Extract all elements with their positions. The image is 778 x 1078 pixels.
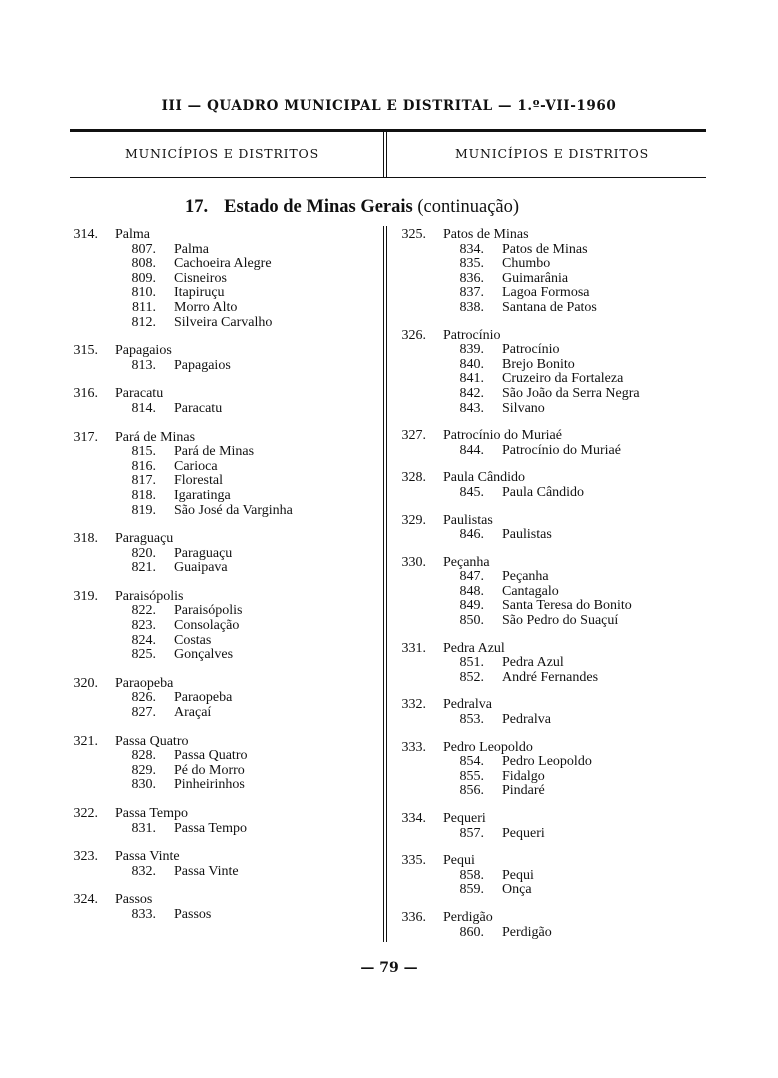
district-name: Onça xyxy=(502,882,532,898)
municipality-line xyxy=(396,698,716,713)
district-name: Igaratinga xyxy=(174,487,231,503)
district-number: 830. xyxy=(131,777,156,793)
district-number: 838. xyxy=(459,299,484,315)
district-line xyxy=(68,272,368,287)
left-municipality-column xyxy=(68,228,368,937)
municipality-line xyxy=(396,471,716,486)
municipality-name: Pedra Azul xyxy=(443,640,505,656)
district-number: 853. xyxy=(459,712,484,728)
municipality-number: 315. xyxy=(73,343,98,359)
district-line xyxy=(68,691,368,706)
district-number: 841. xyxy=(459,371,484,387)
municipality-entry xyxy=(396,471,716,500)
district-line xyxy=(396,770,716,785)
district-number: 812. xyxy=(131,314,156,330)
district-line xyxy=(68,316,368,331)
municipality-number: 334. xyxy=(401,811,426,826)
municipality-number: 329. xyxy=(401,512,426,528)
district-name: Gonçalves xyxy=(174,647,234,663)
municipality-line xyxy=(68,850,368,865)
district-line xyxy=(396,656,716,671)
district-name: Paraisópolis xyxy=(174,603,243,619)
district-number: 807. xyxy=(131,241,156,257)
municipality-line xyxy=(68,677,368,692)
municipality-entry xyxy=(68,228,368,330)
district-name: André Fernandes xyxy=(502,669,599,685)
district-line xyxy=(68,822,368,837)
district-number: 818. xyxy=(131,487,156,503)
municipality-entry xyxy=(396,698,716,727)
municipality-number: 333. xyxy=(401,739,426,755)
municipality-line xyxy=(68,735,368,750)
municipality-number: 325. xyxy=(401,227,426,242)
district-number: 827. xyxy=(131,705,156,721)
district-name: Costas xyxy=(174,632,212,648)
district-name: Pedra Azul xyxy=(502,655,564,671)
district-line xyxy=(68,257,368,272)
district-line xyxy=(68,648,368,663)
municipality-name: Pará de Minas xyxy=(115,429,196,445)
municipality-line xyxy=(396,642,716,657)
district-number: 851. xyxy=(459,655,484,671)
district-line xyxy=(396,585,716,600)
district-name: Passos xyxy=(174,906,212,922)
district-name: Cachoeira Alegre xyxy=(174,256,272,272)
district-line xyxy=(68,619,368,634)
district-number: 829. xyxy=(131,762,156,778)
municipality-line xyxy=(396,514,716,529)
municipality-name: Perdigão xyxy=(443,909,493,925)
column-divider-left xyxy=(383,132,384,178)
district-line xyxy=(396,272,716,287)
district-number: 831. xyxy=(131,820,156,836)
municipality-name: Paulistas xyxy=(443,512,493,528)
district-name: Pindaré xyxy=(502,783,545,799)
district-number: 821. xyxy=(131,560,156,576)
district-name: Pé do Morro xyxy=(174,762,245,778)
district-number: 856. xyxy=(459,783,484,799)
district-name: Patrocínio xyxy=(502,342,560,358)
municipality-name: Paraguaçu xyxy=(115,531,174,547)
district-number: 847. xyxy=(459,569,484,585)
district-line xyxy=(68,489,368,504)
municipality-entry xyxy=(396,741,716,799)
district-number: 849. xyxy=(459,598,484,614)
district-line xyxy=(68,749,368,764)
district-line xyxy=(396,869,716,884)
district-line xyxy=(396,784,716,799)
municipality-number: 332. xyxy=(401,697,426,713)
district-name: Santa Teresa do Bonito xyxy=(502,598,632,614)
district-number: 848. xyxy=(459,583,484,599)
district-line xyxy=(396,301,716,316)
municipality-name: Patrocínio xyxy=(443,327,501,343)
district-line xyxy=(396,883,716,898)
district-line xyxy=(68,604,368,619)
district-line xyxy=(68,359,368,374)
district-line xyxy=(68,706,368,721)
body-divider-right xyxy=(386,226,387,942)
district-name: Pinheirinhos xyxy=(174,777,245,793)
district-number: 860. xyxy=(459,924,484,940)
district-line xyxy=(68,474,368,489)
district-line xyxy=(396,755,716,770)
district-line xyxy=(396,671,716,686)
district-name: Pedro Leopoldo xyxy=(502,754,592,770)
district-number: 833. xyxy=(131,906,156,922)
municipality-number: 316. xyxy=(73,386,98,402)
municipality-line xyxy=(68,431,368,446)
district-number: 842. xyxy=(459,385,484,401)
district-name: Guaipava xyxy=(174,560,228,576)
district-line xyxy=(396,243,716,258)
municipality-line xyxy=(68,532,368,547)
district-line xyxy=(68,301,368,316)
district-number: 828. xyxy=(131,748,156,764)
district-name: Consolação xyxy=(174,618,240,634)
district-number: 811. xyxy=(132,299,156,315)
district-name: São José da Varginha xyxy=(174,502,293,518)
right-municipality-column xyxy=(396,228,716,953)
district-name: Silveira Carvalho xyxy=(174,314,273,330)
district-line xyxy=(396,358,716,373)
municipality-line xyxy=(68,893,368,908)
municipality-number: 326. xyxy=(401,327,426,343)
district-name: Cruzeiro da Fortaleza xyxy=(502,371,624,387)
district-number: 822. xyxy=(131,603,156,619)
district-name: Cantagalo xyxy=(502,583,559,599)
district-line xyxy=(68,634,368,649)
district-name: Lagoa Formosa xyxy=(502,285,590,301)
page-header-title: III — QUADRO MUNICIPAL E DISTRITAL — 1.º-VII-1960 xyxy=(161,98,617,114)
district-line xyxy=(396,486,716,501)
district-number: 850. xyxy=(459,613,484,629)
municipality-name: Passa Quatro xyxy=(115,733,189,749)
district-number: 824. xyxy=(131,632,156,648)
district-number: 815. xyxy=(131,444,156,460)
municipality-name: Papagaios xyxy=(115,343,172,359)
district-name: Guimarânia xyxy=(502,270,569,286)
district-line xyxy=(396,387,716,402)
district-line xyxy=(68,243,368,258)
district-name: Fidalgo xyxy=(502,768,545,784)
municipality-line xyxy=(396,911,716,926)
header-top-rule xyxy=(70,129,706,132)
district-line xyxy=(396,827,716,842)
district-number: 859. xyxy=(459,882,484,898)
municipality-name: Paracatu xyxy=(115,386,164,402)
municipality-entry xyxy=(68,677,368,721)
district-number: 858. xyxy=(459,867,484,883)
district-name: Florestal xyxy=(174,473,223,489)
municipality-entry xyxy=(68,735,368,793)
municipality-entry xyxy=(396,812,716,841)
district-name: São João da Serra Negra xyxy=(502,385,640,401)
municipality-number: 322. xyxy=(73,806,98,821)
district-number: 832. xyxy=(131,863,156,879)
municipality-number: 319. xyxy=(73,588,98,604)
district-name: Pequeri xyxy=(502,825,545,841)
municipality-name: Peçanha xyxy=(443,554,490,570)
section-number: 17. xyxy=(185,197,209,217)
municipality-line xyxy=(68,807,368,822)
municipality-entry xyxy=(68,344,368,373)
left-column-heading: MUNICÍPIOS E DISTRITOS xyxy=(125,146,319,161)
district-name: São Pedro do Suaçuí xyxy=(502,613,619,629)
district-number: 820. xyxy=(131,545,156,561)
district-number: 840. xyxy=(459,356,484,372)
municipality-entry xyxy=(396,642,716,686)
district-line xyxy=(396,614,716,629)
municipality-name: Paula Cândido xyxy=(443,470,526,486)
municipality-name: Palma xyxy=(115,227,150,242)
district-name: Papagaios xyxy=(174,357,231,373)
district-line xyxy=(68,460,368,475)
municipality-number: 314. xyxy=(73,227,98,242)
district-name: Perdigão xyxy=(502,924,552,940)
district-number: 839. xyxy=(459,342,484,358)
municipality-entry xyxy=(396,228,716,316)
district-number: 823. xyxy=(131,618,156,634)
district-number: 844. xyxy=(459,442,484,458)
municipality-number: 323. xyxy=(73,849,98,865)
municipality-line xyxy=(68,344,368,359)
district-line xyxy=(396,528,716,543)
district-number: 854. xyxy=(459,754,484,770)
municipality-number: 320. xyxy=(73,675,98,691)
district-line xyxy=(396,257,716,272)
district-name: Silvano xyxy=(502,400,545,416)
municipality-number: 327. xyxy=(401,428,426,444)
municipality-entry xyxy=(396,514,716,543)
municipality-entry xyxy=(396,854,716,898)
district-name: Passa Quatro xyxy=(174,748,248,764)
district-number: 826. xyxy=(131,690,156,706)
municipality-line xyxy=(396,741,716,756)
municipality-number: 331. xyxy=(401,640,426,656)
district-number: 835. xyxy=(459,256,484,272)
district-number: 834. xyxy=(459,241,484,257)
district-name: Peçanha xyxy=(502,569,549,585)
municipality-entry xyxy=(68,532,368,576)
section-continuation: (continuação) xyxy=(417,197,520,217)
district-line xyxy=(68,547,368,562)
district-number: 852. xyxy=(459,669,484,685)
municipality-entry xyxy=(396,429,716,458)
district-number: 846. xyxy=(459,527,484,543)
district-name: Palma xyxy=(174,241,209,257)
municipality-name: Pedro Leopoldo xyxy=(443,739,533,755)
municipality-name: Passa Tempo xyxy=(115,806,189,821)
district-number: 810. xyxy=(131,285,156,301)
district-line xyxy=(68,778,368,793)
district-number: 819. xyxy=(131,502,156,518)
district-line xyxy=(68,865,368,880)
district-line xyxy=(396,926,716,941)
district-name: Paula Cândido xyxy=(502,484,585,500)
municipality-name: Passos xyxy=(115,892,153,908)
municipality-line xyxy=(68,590,368,605)
municipality-entry xyxy=(396,329,716,417)
district-number: 816. xyxy=(131,458,156,474)
section-state-name: Estado de Minas Gerais xyxy=(224,197,413,217)
municipality-line xyxy=(396,812,716,827)
municipality-number: 321. xyxy=(73,733,98,749)
district-name: Paracatu xyxy=(174,400,223,416)
municipality-name: Paraisópolis xyxy=(115,588,184,604)
district-name: Patos de Minas xyxy=(502,241,588,257)
district-name: Paulistas xyxy=(502,527,552,543)
district-line xyxy=(396,570,716,585)
district-line xyxy=(68,561,368,576)
district-name: Morro Alto xyxy=(174,299,238,315)
district-line xyxy=(396,444,716,459)
municipality-number: 318. xyxy=(73,531,98,547)
municipality-entry xyxy=(68,387,368,416)
district-name: Santana de Patos xyxy=(502,299,597,315)
right-column-heading: MUNICÍPIOS E DISTRITOS xyxy=(455,146,649,161)
district-name: Patrocínio do Muriaé xyxy=(502,442,621,458)
district-name: Pará de Minas xyxy=(174,444,255,460)
district-line xyxy=(68,286,368,301)
municipality-line xyxy=(396,854,716,869)
header-bottom-rule xyxy=(70,177,706,178)
municipality-number: 317. xyxy=(73,429,98,445)
district-name: Cisneiros xyxy=(174,270,227,286)
municipality-name: Paraopeba xyxy=(115,675,174,691)
district-name: Passa Vinte xyxy=(174,863,239,879)
district-number: 857. xyxy=(459,825,484,841)
district-number: 817. xyxy=(131,473,156,489)
municipality-entry xyxy=(68,431,368,519)
district-line xyxy=(68,504,368,519)
district-line xyxy=(68,402,368,417)
district-name: Chumbo xyxy=(502,256,551,272)
municipality-line xyxy=(396,228,716,243)
municipality-line xyxy=(396,556,716,571)
district-name: Pedralva xyxy=(502,712,551,728)
district-number: 837. xyxy=(459,285,484,301)
municipality-name: Patrocínio do Muriaé xyxy=(443,428,562,444)
municipality-name: Patos de Minas xyxy=(443,227,529,242)
municipality-number: 328. xyxy=(401,470,426,486)
municipality-name: Passa Vinte xyxy=(115,849,180,865)
page-number: — 79 — xyxy=(360,960,418,976)
column-divider-right xyxy=(386,132,387,178)
district-number: 836. xyxy=(459,270,484,286)
municipality-entry xyxy=(68,807,368,836)
municipality-number: 335. xyxy=(401,853,426,869)
district-line xyxy=(68,908,368,923)
municipality-line xyxy=(396,429,716,444)
district-name: Itapiruçu xyxy=(174,285,225,301)
district-line xyxy=(396,402,716,417)
district-line xyxy=(396,372,716,387)
district-name: Carioca xyxy=(174,458,218,474)
municipality-line xyxy=(68,228,368,243)
municipality-line xyxy=(68,387,368,402)
municipality-name: Pequi xyxy=(443,853,475,869)
district-number: 813. xyxy=(131,357,156,373)
district-name: Passa Tempo xyxy=(174,820,248,836)
district-number: 814. xyxy=(131,400,156,416)
section-title xyxy=(185,197,519,218)
district-number: 843. xyxy=(459,400,484,416)
municipality-number: 330. xyxy=(401,554,426,570)
district-name: Paraopeba xyxy=(174,690,233,706)
district-name: Brejo Bonito xyxy=(502,356,575,372)
district-line xyxy=(396,286,716,301)
district-line xyxy=(68,764,368,779)
municipality-number: 324. xyxy=(73,892,98,908)
district-number: 855. xyxy=(459,768,484,784)
district-line xyxy=(396,343,716,358)
municipality-entry xyxy=(68,590,368,663)
district-name: Araçaí xyxy=(174,705,212,721)
municipality-entry xyxy=(68,850,368,879)
district-number: 809. xyxy=(131,270,156,286)
municipality-number: 336. xyxy=(401,909,426,925)
municipality-entry xyxy=(396,556,716,629)
district-name: Pequi xyxy=(502,867,534,883)
municipality-line xyxy=(396,329,716,344)
district-line xyxy=(396,713,716,728)
municipality-name: Pequeri xyxy=(443,811,486,826)
municipality-entry xyxy=(68,893,368,922)
municipality-entry xyxy=(396,911,716,940)
district-number: 808. xyxy=(131,256,156,272)
district-line xyxy=(396,599,716,614)
municipality-name: Pedralva xyxy=(443,697,492,713)
district-name: Paraguaçu xyxy=(174,545,233,561)
district-line xyxy=(68,445,368,460)
district-number: 845. xyxy=(459,484,484,500)
body-divider-left xyxy=(383,226,384,942)
district-number: 825. xyxy=(131,647,156,663)
